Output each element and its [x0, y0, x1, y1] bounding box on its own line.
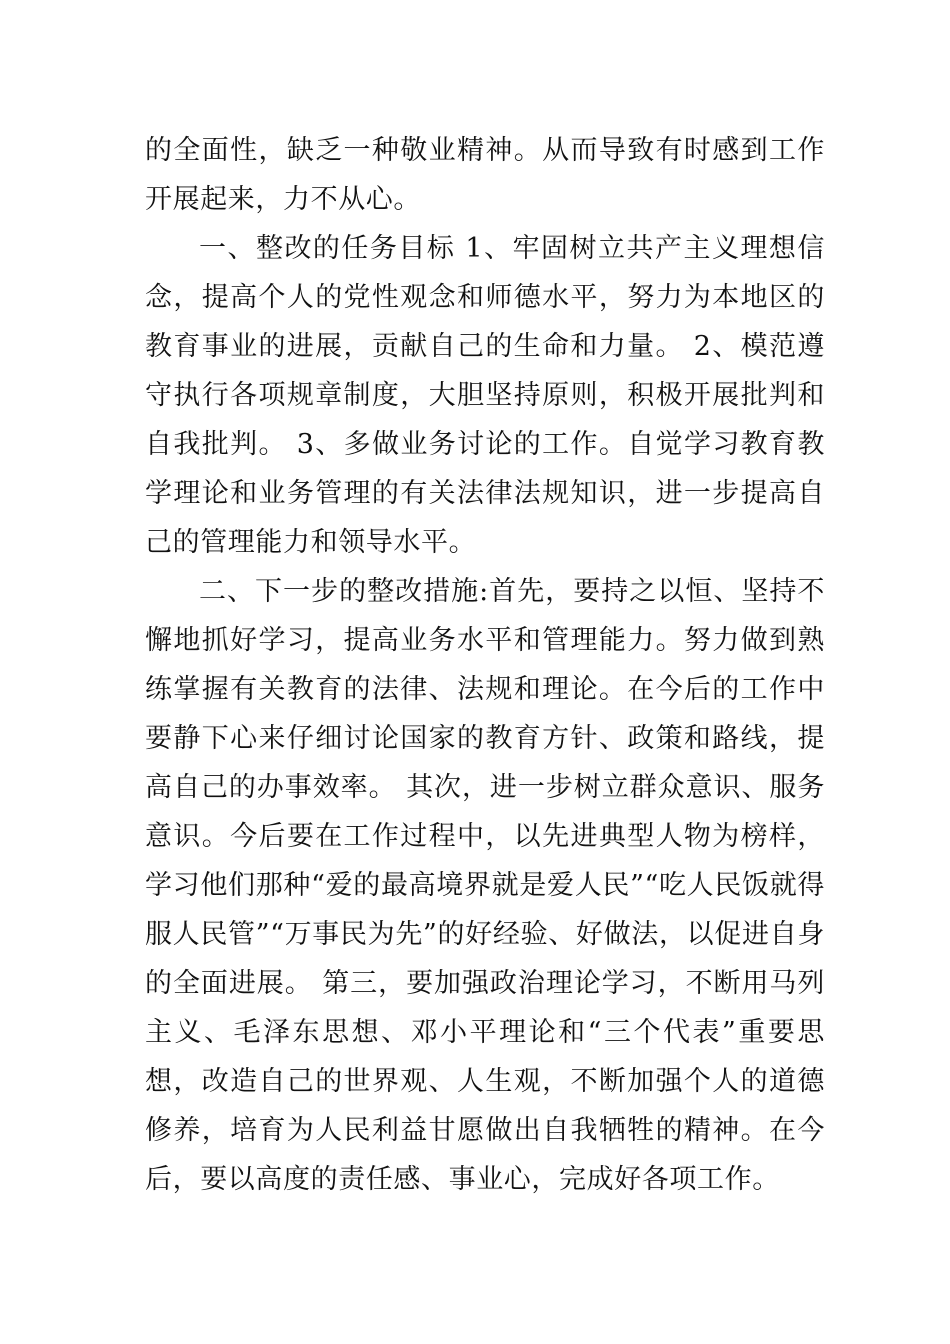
- paragraph-rectification-goals: 一、整改的任务目标 1、牢固树立共产主义理想信念，提高个人的党性观念和师德水平，努力为本地区的教育事业的进展，贡献自己的生命和力量。 2、模范遵守执行各项规章制度，大胆坚持原则，积极开展批判和自我批判。 3、多做业务讨论的工作。自觉学习教育教学理论和业务管理的有关法律法规知识，进一步提高自己的管理能力和领导水平。: [145, 233, 825, 558]
- paragraph-next-steps: 二、下一步的整改措施:首先，要持之以恒、坚持不懈地抓好学习，提高业务水平和管理能力。努力做到熟练掌握有关教育的法律、法规和理论。在今后的工作中要静下心来仔细讨论国家的教育方针、政策和路线，提高自己的办事效率。 其次，进一步树立群众意识、服务意识。今后要在工作过程中，以先进典型人物为榜样，学习他们那种“爱的最高境界就是爱人民”“吃人民饭就得服人民管”“万事民为先”的好经验、好做法，以促进自身的全面进展。 第三，要加强政治理论学习，不断用马列主义、毛泽东思想、邓小平理论和“三个代表”重要思想，改造自己的世界观、人生观，不断加强个人的道德修养，培育为人民利益甘愿做出自我牺牲的精神。在今后，要以高度的责任感、事业心，完成好各项工作。: [145, 576, 825, 1195]
- paragraph-continuation: 的全面性，缺乏一种敬业精神。从而导致有时感到工作开展起来，力不从心。: [145, 135, 825, 215]
- document-body: [145, 126, 825, 1204]
